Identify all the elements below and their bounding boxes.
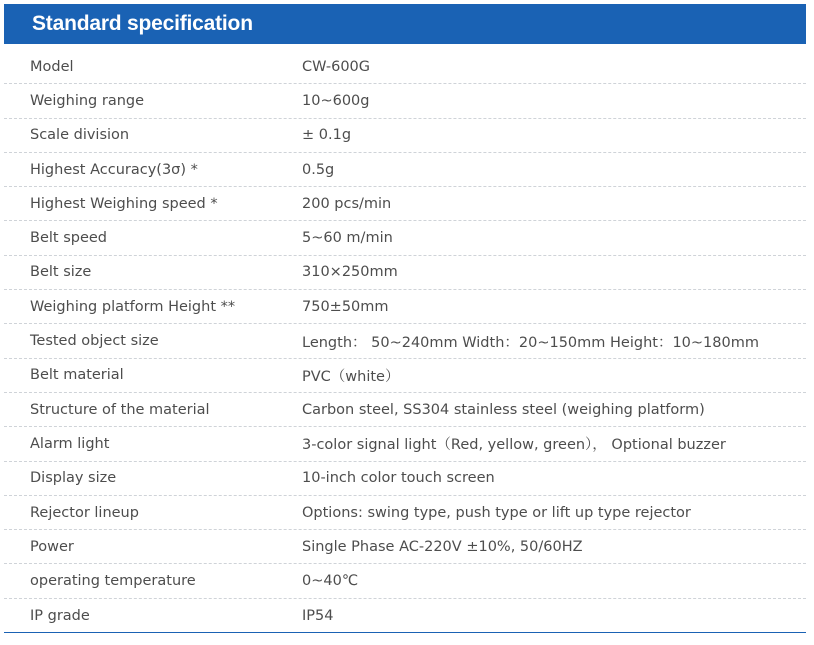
- spec-label: Highest Weighing speed *: [30, 195, 218, 212]
- spec-label: Alarm light: [30, 435, 110, 452]
- spec-row-platform-height: [4, 290, 806, 324]
- spec-row-structure-material: [4, 393, 806, 427]
- spec-label: Display size: [30, 470, 117, 487]
- page-title: Standard specification: [32, 12, 253, 35]
- spec-row-tested-object-size: [4, 324, 806, 358]
- spec-row-operating-temperature: [4, 564, 806, 598]
- spec-label: Weighing range: [30, 92, 145, 109]
- spec-row-belt-material: [4, 359, 806, 393]
- spec-value: CW-600G: [302, 58, 371, 75]
- spec-value: 310×250mm: [302, 264, 398, 281]
- bottom-divider: [4, 632, 806, 633]
- spec-label: Power: [30, 538, 74, 555]
- spec-table: [4, 50, 806, 633]
- spec-value: Length： 50~240mm Width：20~150mm Height：10~180mm: [302, 334, 759, 351]
- spec-value: PVC（white）: [302, 368, 400, 385]
- spec-row-power: [4, 530, 806, 564]
- spec-value: 750±50mm: [302, 298, 389, 315]
- spec-row-highest-accuracy: [4, 153, 806, 187]
- spec-label: Model: [30, 58, 74, 75]
- spec-header-bar: [4, 4, 806, 44]
- spec-label: Structure of the material: [30, 401, 210, 418]
- spec-label: IP grade: [30, 607, 90, 624]
- spec-label: Belt speed: [30, 230, 107, 247]
- spec-label: Rejector lineup: [30, 504, 139, 521]
- spec-row-display-size: [4, 462, 806, 496]
- spec-label: Belt material: [30, 367, 124, 384]
- spec-label: Belt size: [30, 264, 92, 281]
- spec-label: Weighing platform Height **: [30, 298, 236, 315]
- spec-value: 5~60 m/min: [302, 230, 393, 247]
- spec-label: Scale division: [30, 127, 130, 144]
- spec-value: 0.5g: [302, 161, 335, 178]
- spec-value: 0~40℃: [302, 573, 359, 590]
- spec-value: ± 0.1g: [302, 127, 352, 144]
- spec-value: 10~600g: [302, 92, 370, 109]
- spec-row-weighing-speed: [4, 187, 806, 221]
- spec-label: Tested object size: [30, 333, 159, 350]
- spec-label: operating temperature: [30, 573, 196, 590]
- spec-row-weighing-range: [4, 84, 806, 118]
- spec-row-alarm-light: [4, 427, 806, 461]
- spec-row-ip-grade: [4, 599, 806, 633]
- spec-row-rejector-lineup: [4, 496, 806, 530]
- spec-label: Highest Accuracy(3σ) *: [30, 161, 198, 178]
- spec-row-belt-size: [4, 256, 806, 290]
- spec-value: IP54: [302, 607, 334, 624]
- spec-value: Carbon steel, SS304 stainless steel (weighing platform): [302, 401, 705, 418]
- spec-row-belt-speed: [4, 221, 806, 255]
- spec-value: 200 pcs/min: [302, 195, 392, 212]
- spec-value: Options: swing type, push type or lift up type rejector: [302, 504, 691, 521]
- spec-value: 10-inch color touch screen: [302, 470, 495, 487]
- spec-value: 3-color signal light（Red, yellow, green）， Optional buzzer: [302, 437, 726, 454]
- spec-row-scale-division: [4, 119, 806, 153]
- spec-row-model: [4, 50, 806, 84]
- spec-value: Single Phase AC-220V ±10%, 50/60HZ: [302, 538, 583, 555]
